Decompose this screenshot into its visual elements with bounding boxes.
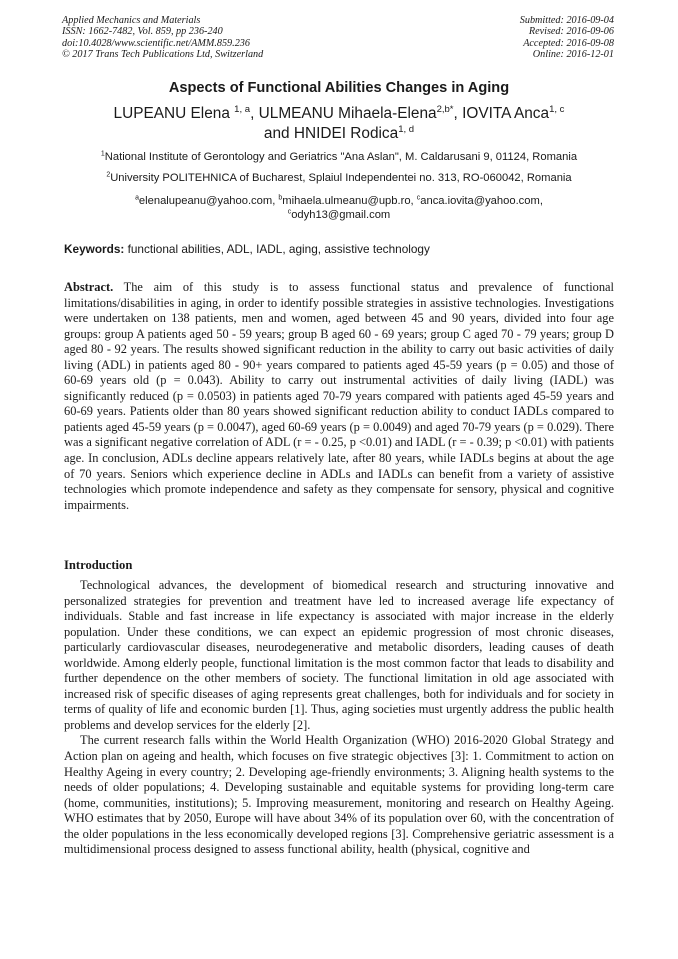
abstract (64, 280, 614, 513)
paragraph: The current research falls within the World Health Organization (WHO) 2016-2020 Global Strategy and Action plan on ageing and health, which focuses on five strategic objectives [3]: 1. Commitment to action on Healthy Ageing in every country; 2. Developing age-friendly environments; 3. Aligning health systems to the needs of older populations; 4. Developing sustainable and equitable systems for providing long-term care (home, communities, institutions); 5. Improving measurement, monitoring and research on Healthy Ageing. WHO estimates that by 2050, Europe will have about 34% of its population over 60, with the concentration of the older populations in the less economically developed regions [3]. Comprehensive geriatric assessment is a multidimensional process designed to assess functional ability, health (physical, cognitive and (64, 733, 614, 857)
email-address: mihaela.ulmeanu@upb.ro, (282, 195, 417, 207)
author-name: LUPEANU Elena (113, 105, 235, 122)
abstract-text: The aim of this study is to assess functional status and prevalence of functional limitations/disabilities in aging, in order to identify possible strategies in assistive technologies. Investigations were undertaken on 138 patients, men and women, aged between 45 and 90 years, divided into four age groups: group A patients aged 50 - 59 years; group B aged 60 - 69 years; group C aged 70 - 79 years; group D aged 80 - 92 years. The results showed significant reduction in the ability to carry out basic activities of daily living (ADL) in patients aged 80 - 90+ years compared to patients aged 45-59 years (p = 0.05) and those of 60-69 years old (p = 0.043). Ability to carry out instrumental activities of daily living (IADL) was significantly reduced (p = 0.0503) in patients aged 70-79 years compared with patients aged 45-59 years and 60-69 years. Patients older than 80 years showed significant reduction ability to conduct IADLs compared to patients aged 45-59 years (p = 0.0047), aged 60-69 years (p = 0.0049) and aged 70-79 years (p = 0.029). There was a significant negative correlation of ADL (r = - 0.25, p <0.01) and IADL (r = - 0.39; p <0.01) with patients age. In conclusion, ADLs decline appears relatively late, after 80 years, while IADLs begins at about the age of 70 years. Seniors which experience decline in ADLs and IADLs can benefit from a variety of assistive technologies which promote independence and safety as they compensate for sensory, physical and cognitive impairments. (64, 280, 614, 512)
author-emails (0, 194, 678, 222)
affiliation-mark: 1 (100, 150, 105, 158)
journal-copyright: © 2017 Trans Tech Publications Ltd, Switzerland (62, 49, 264, 61)
date-online: Online: 2016-12-01 (532, 49, 614, 61)
author-list (0, 104, 678, 144)
date-accepted: Accepted: 2016-09-08 (523, 37, 614, 49)
author-affil-mark: 1, c (549, 103, 565, 115)
author-separator: , (453, 105, 463, 122)
abstract-label: Abstract. (64, 280, 114, 294)
date-submitted: Submitted: 2016-09-04 (519, 15, 614, 26)
author-name: IOVITA Anca (462, 105, 550, 122)
keywords (64, 242, 430, 256)
journal-doi: doi:10.4028/www.scientific.net/AMM.859.236 (62, 37, 250, 49)
keywords-label: Keywords: (64, 242, 125, 256)
paper-title: Aspects of Functional Abilities Changes in Aging (168, 80, 510, 96)
author-name: ULMEANU Mihaela-Elena (258, 105, 437, 122)
paragraph: Technological advances, the development of biomedical research and structuring innovative and personalized strategies for prevention and treatment have led to increased average life expectancy of individuals. Stable and fast increase in life expectancy is associated with major increase in the elderly population. Under these conditions, we can expect an epidemic progression of most chronic diseases, particularly cardiovascular diseases, neurodegenerative and metabolic disorders, leading causes of death worldwide. Among elderly people, functional limitation is the most common factor that leads to disability and further dependence on the other members of society. The functional limitation in old age associated with increased risk of specific diseases of aging represents great challenges, both for individuals and for society in terms of quality of life and economic burden [1]. Thus, aging societies must urgently address the public health problems and develop services for the elderly [2]. (64, 578, 614, 732)
affiliation-mark: 2 (106, 171, 111, 179)
affiliation-text: University POLITEHNICA of Bucharest, Splaiul Independentei no. 313, RO-060042, Romania (110, 172, 572, 184)
journal-issn: ISSN: 1662-7482, Vol. 859, pp 236-240 (62, 26, 223, 38)
affiliation-text: National Institute of Gerontology and Geriatrics "Ana Aslan", M. Caldarusani 9, 01124, Romania (104, 151, 578, 163)
introduction-body (64, 578, 614, 858)
email-address: odyh13@gmail.com (291, 209, 391, 222)
email-mark: b (278, 194, 283, 202)
author-name: and HNIDEI Rodica (263, 125, 399, 142)
affiliation-1 (0, 151, 678, 163)
author-affil-mark: 1, d (398, 123, 415, 135)
author-affil-mark: 1, a (234, 103, 251, 115)
author-separator: , (250, 105, 259, 122)
email-mark: c (416, 194, 421, 202)
email-mark: a (135, 194, 139, 202)
journal-header (62, 15, 263, 61)
dates-header (520, 15, 614, 61)
keywords-text: functional abilities, ADL, IADL, aging, assistive technology (124, 242, 430, 256)
journal-name: Applied Mechanics and Materials (62, 15, 201, 26)
author-affil-mark: 2,b* (436, 103, 454, 115)
date-revised: Revised: 2016-09-06 (528, 26, 614, 38)
email-address: anca.iovita@yahoo.com, (420, 195, 543, 207)
section-heading-introduction: Introduction (64, 558, 133, 572)
email-mark: c (287, 208, 292, 216)
affiliation-2 (0, 172, 678, 184)
email-address: elenalupeanu@yahoo.com, (138, 195, 279, 207)
